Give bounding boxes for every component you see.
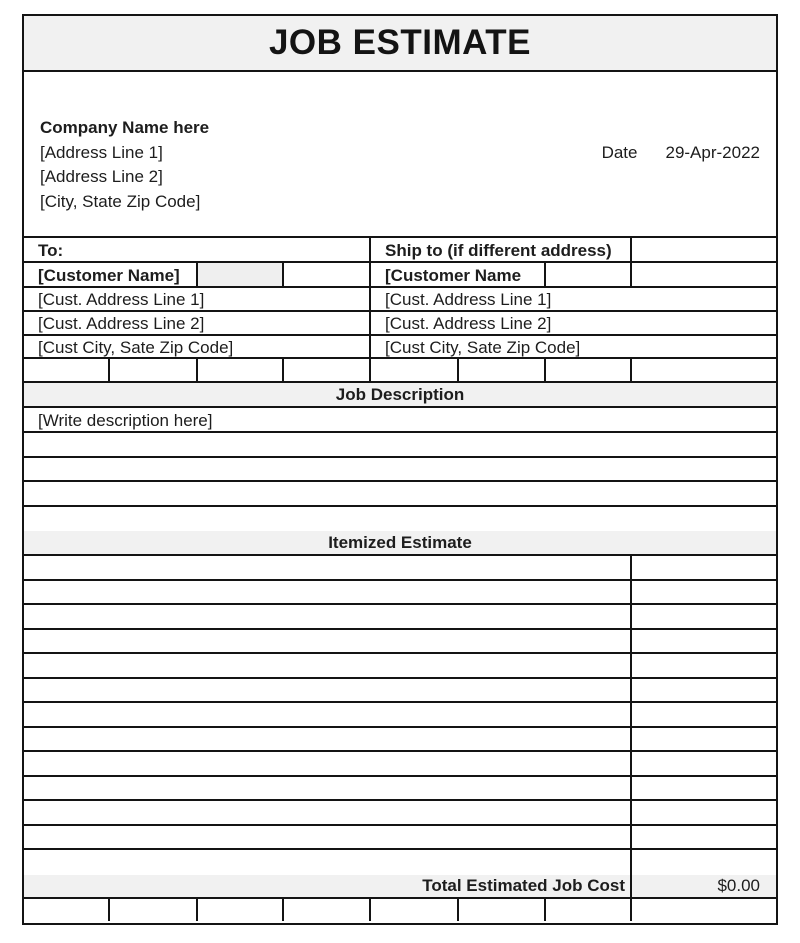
description-cell[interactable] bbox=[24, 507, 776, 532]
ship-to-header: Ship to (if different address) bbox=[369, 238, 630, 261]
job-description-header bbox=[24, 383, 776, 408]
bill-to-address-line-2[interactable]: [Cust. Address Line 2] bbox=[38, 314, 205, 333]
itemized-row bbox=[24, 654, 776, 679]
item-description-cell[interactable] bbox=[24, 777, 630, 800]
empty-cell[interactable] bbox=[369, 899, 457, 921]
itemized-row bbox=[24, 556, 776, 581]
company-name[interactable]: Company Name here bbox=[40, 118, 210, 137]
item-description-cell[interactable] bbox=[24, 581, 630, 604]
item-amount-cell[interactable] bbox=[630, 728, 776, 751]
bill-to-city-state-zip[interactable]: [Cust City, Sate Zip Code] bbox=[38, 337, 234, 357]
description-row bbox=[24, 507, 776, 532]
spacer-grid-row bbox=[24, 359, 776, 383]
description-empty-rows bbox=[24, 433, 776, 531]
date-value[interactable]: 29-Apr-2022 bbox=[665, 143, 760, 162]
empty-cell[interactable] bbox=[196, 359, 282, 381]
item-description-cell[interactable] bbox=[24, 703, 630, 726]
empty-cell[interactable] bbox=[630, 263, 776, 286]
total-value[interactable]: $0.00 bbox=[630, 875, 776, 897]
itemized-estimate-header bbox=[24, 531, 776, 556]
itemized-row bbox=[24, 728, 776, 753]
item-amount-cell[interactable] bbox=[630, 752, 776, 775]
description-cell[interactable] bbox=[24, 482, 776, 505]
empty-cell[interactable] bbox=[282, 359, 369, 381]
description-row bbox=[24, 433, 776, 458]
itemized-row bbox=[24, 605, 776, 630]
itemized-row bbox=[24, 679, 776, 704]
empty-cell[interactable] bbox=[24, 359, 108, 381]
item-amount-cell[interactable] bbox=[630, 581, 776, 604]
itemized-row bbox=[24, 850, 776, 875]
empty-cell[interactable] bbox=[544, 899, 630, 921]
itemized-row bbox=[24, 826, 776, 851]
item-amount-cell[interactable] bbox=[630, 654, 776, 677]
item-description-cell[interactable] bbox=[24, 850, 630, 875]
item-description-cell[interactable] bbox=[24, 752, 630, 775]
shaded-cell[interactable] bbox=[196, 263, 282, 286]
item-description-cell[interactable] bbox=[24, 801, 630, 824]
job-description-header-label: Job Description bbox=[335, 384, 465, 404]
empty-cell[interactable] bbox=[630, 238, 776, 261]
item-amount-cell[interactable] bbox=[630, 605, 776, 628]
ship-to-city-state-zip[interactable]: [Cust City, Sate Zip Code] bbox=[369, 336, 776, 357]
item-amount-cell[interactable] bbox=[630, 850, 776, 875]
description-row bbox=[24, 482, 776, 507]
item-description-cell[interactable] bbox=[24, 654, 630, 677]
empty-cell[interactable] bbox=[544, 263, 630, 286]
itemized-row bbox=[24, 630, 776, 655]
empty-cell[interactable] bbox=[282, 263, 369, 286]
empty-cell[interactable] bbox=[457, 359, 544, 381]
empty-cell[interactable] bbox=[108, 899, 196, 921]
bill-to-address-line-1[interactable]: [Cust. Address Line 1] bbox=[38, 290, 205, 309]
description-placeholder-row bbox=[24, 408, 776, 433]
itemized-row bbox=[24, 777, 776, 802]
itemized-estimate-header-label: Itemized Estimate bbox=[328, 532, 472, 552]
ship-to-customer-name[interactable]: [Customer Name bbox=[369, 263, 544, 286]
item-amount-cell[interactable] bbox=[630, 777, 776, 800]
item-description-cell[interactable] bbox=[24, 556, 630, 579]
item-amount-cell[interactable] bbox=[630, 801, 776, 824]
address-line-2-row bbox=[24, 312, 776, 336]
company-section bbox=[24, 72, 776, 238]
empty-cell[interactable] bbox=[630, 899, 776, 921]
item-amount-cell[interactable] bbox=[630, 679, 776, 702]
empty-cell[interactable] bbox=[457, 899, 544, 921]
description-cell[interactable] bbox=[24, 433, 776, 456]
item-amount-cell[interactable] bbox=[630, 556, 776, 579]
item-amount-cell[interactable] bbox=[630, 703, 776, 726]
page-title: JOB ESTIMATE bbox=[268, 23, 532, 62]
customer-name-row bbox=[24, 263, 776, 288]
title-bar bbox=[24, 16, 776, 72]
address-line-1-row bbox=[24, 288, 776, 312]
date-label: Date bbox=[601, 143, 638, 162]
item-description-cell[interactable] bbox=[24, 630, 630, 653]
total-row bbox=[24, 875, 776, 899]
empty-cell[interactable] bbox=[630, 359, 776, 381]
bill-to-header: To: bbox=[38, 240, 64, 260]
itemized-row bbox=[24, 752, 776, 777]
item-description-cell[interactable] bbox=[24, 728, 630, 751]
ship-to-address-line-1[interactable]: [Cust. Address Line 1] bbox=[369, 288, 776, 310]
city-state-zip-row bbox=[24, 336, 776, 359]
itemized-row bbox=[24, 801, 776, 826]
item-amount-cell[interactable] bbox=[630, 630, 776, 653]
itemized-rows bbox=[24, 556, 776, 875]
bill-to-customer-name[interactable]: [Customer Name] bbox=[38, 265, 180, 285]
description-row bbox=[24, 458, 776, 483]
company-address-line-1[interactable]: [Address Line 1] bbox=[40, 142, 163, 162]
empty-cell[interactable] bbox=[282, 899, 369, 921]
company-city-state-zip[interactable]: [City, State Zip Code] bbox=[40, 191, 201, 211]
empty-cell[interactable] bbox=[24, 899, 108, 921]
job-estimate-form bbox=[22, 14, 778, 925]
bottom-grid-row bbox=[24, 899, 776, 921]
item-description-cell[interactable] bbox=[24, 826, 630, 849]
description-cell[interactable] bbox=[24, 458, 776, 481]
empty-cell[interactable] bbox=[369, 359, 457, 381]
itemized-row bbox=[24, 581, 776, 606]
date-block bbox=[602, 141, 760, 166]
item-description-cell[interactable] bbox=[24, 679, 630, 702]
total-label: Total Estimated Job Cost bbox=[422, 875, 625, 895]
ship-to-address-line-2[interactable]: [Cust. Address Line 2] bbox=[369, 312, 776, 334]
empty-cell[interactable] bbox=[108, 359, 196, 381]
empty-cell[interactable] bbox=[196, 899, 282, 921]
item-description-cell[interactable] bbox=[24, 605, 630, 628]
empty-cell[interactable] bbox=[544, 359, 630, 381]
itemized-row bbox=[24, 703, 776, 728]
description-placeholder-cell[interactable]: [Write description here] bbox=[38, 410, 213, 430]
item-amount-cell[interactable] bbox=[630, 826, 776, 849]
addressees-header-row bbox=[24, 238, 776, 263]
company-address-line-2[interactable]: [Address Line 2] bbox=[40, 167, 163, 186]
